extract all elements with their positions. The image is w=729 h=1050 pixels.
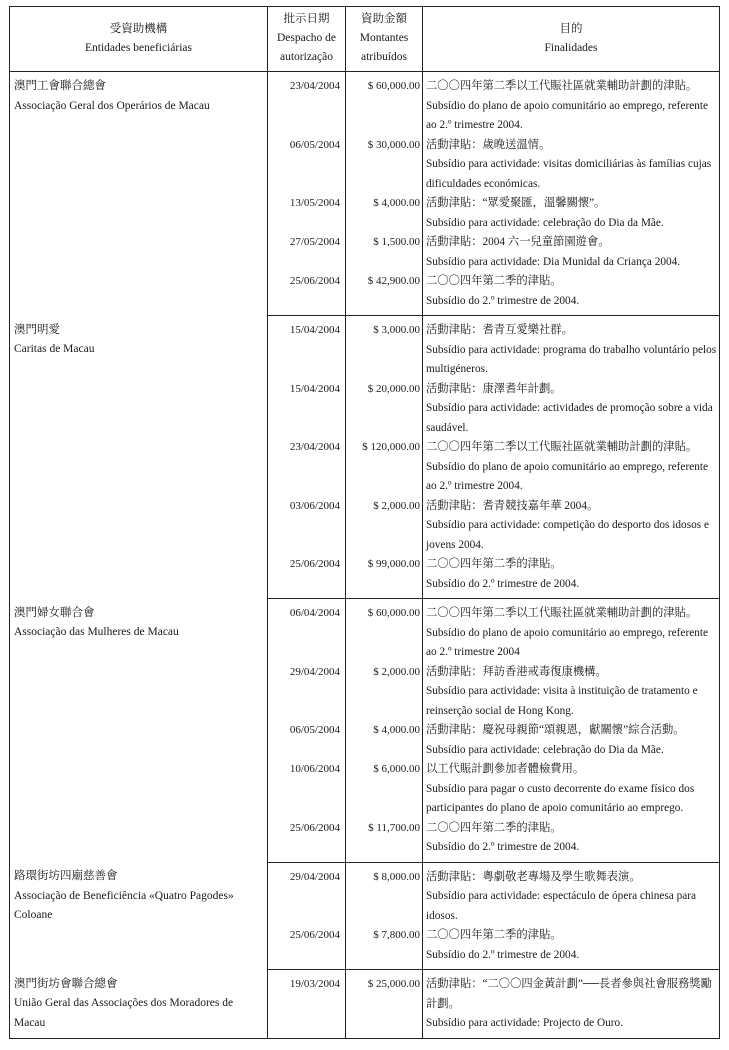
entity-group (10, 970, 720, 1039)
amount-cell: $ 99,000.00 (346, 555, 423, 599)
header-date-zh: 批示日期 (283, 13, 330, 25)
date-cell: 25/06/2004 (268, 926, 346, 970)
amount-cell: $ 60,000.00 (346, 599, 423, 663)
date-cell: 27/05/2004 (268, 233, 346, 272)
header-amount-pt2: atribuídos (361, 51, 407, 63)
amount-cell: $ 2,000.00 (346, 663, 423, 722)
purpose-pt: Subsídio para actividade: visitas domiciliárias às famílias cujas dificuldades económicas. (426, 158, 712, 190)
table-row (10, 599, 720, 663)
subsidy-document (9, 6, 719, 1039)
entity-name-pt: Associação das Mulheres de Macau (14, 626, 179, 638)
date-cell: 15/04/2004 (268, 380, 346, 439)
amount-cell: $ 3,000.00 (346, 316, 423, 380)
date-cell: 06/05/2004 (268, 136, 346, 195)
amount-cell: $ 42,900.00 (346, 272, 423, 316)
header-purpose (423, 7, 720, 72)
header-date-pt1: Despacho de (276, 32, 337, 44)
entity-name-zh: 澳門工會聯合總會 (14, 80, 106, 92)
header-amount (346, 7, 423, 72)
purpose-zh: 二〇〇四年第二季以工代賑社區就業輔助計劃的津貼。 (426, 607, 698, 619)
purpose-cell (423, 380, 720, 439)
purpose-pt: Subsídio para actividade: celebração do Dia da Mãe. (426, 216, 664, 229)
header-entities (10, 7, 268, 72)
purpose-zh: 活動津貼：歲晚送溫情。 (426, 138, 551, 151)
purpose-pt: Subsídio para actividade: visita à instituição de tratamento e reinserção social de Hong Kong. (426, 685, 698, 717)
amount-cell: $ 4,000.00 (346, 721, 423, 760)
amount-cell: $ 120,000.00 (346, 438, 423, 497)
header-entities-pt: Entidades beneficiárias (85, 41, 192, 54)
date-cell: 06/05/2004 (268, 721, 346, 760)
table-row (10, 862, 720, 926)
purpose-pt: Subsídio para actividade: competição do desporto dos idosos e jovens 2004. (426, 519, 709, 551)
purpose-cell (423, 555, 720, 599)
date-cell: 29/04/2004 (268, 663, 346, 722)
entity-name-pt: Caritas de Macau (14, 343, 95, 355)
header-entities-zh: 受資助機構 (109, 22, 168, 35)
purpose-cell (423, 194, 720, 233)
purpose-cell (423, 316, 720, 380)
date-cell: 10/06/2004 (268, 760, 346, 819)
date-cell: 23/04/2004 (268, 72, 346, 136)
amount-cell: $ 1,500.00 (346, 233, 423, 272)
purpose-zh: 活動津貼：粵劇敬老專場及學生歌舞表演。 (426, 870, 641, 883)
subsidy-table (9, 6, 720, 1039)
date-cell: 15/04/2004 (268, 316, 346, 380)
purpose-cell (423, 721, 720, 760)
amount-cell: $ 11,700.00 (346, 819, 423, 863)
date-cell: 25/06/2004 (268, 819, 346, 863)
entity-name-cell (10, 599, 268, 863)
purpose-cell (423, 136, 720, 195)
entity-name-zh: 澳門婦女聯合會 (14, 606, 95, 619)
entity-group (10, 599, 720, 863)
amount-cell: $ 2,000.00 (346, 497, 423, 556)
purpose-zh: 二〇〇四年第二季以工代賑社區就業輔助計劃的津貼。 (426, 80, 698, 92)
purpose-zh: 活動津貼：耆青競技嘉年華 2004。 (426, 499, 599, 512)
header-purpose-zh: 目的 (559, 22, 583, 35)
purpose-cell (423, 663, 720, 722)
entity-name-zh: 路環街坊四廟慈善會 (14, 870, 118, 882)
purpose-zh: 活動津貼：“眾愛聚匯，溫馨關懷”。 (426, 197, 606, 209)
date-cell: 19/03/2004 (268, 970, 346, 1039)
amount-cell: $ 7,800.00 (346, 926, 423, 970)
date-cell: 13/05/2004 (268, 194, 346, 233)
purpose-zh: 二〇〇四年第二季的津貼。 (426, 275, 562, 287)
purpose-pt: Subsídio para actividade: programa do trabalho voluntário pelos multigéneros. (426, 343, 717, 375)
purpose-pt: Subsídio para actividade: espectáculo de ópera chinesa para idosos. (426, 890, 697, 922)
table-header-row (10, 7, 720, 72)
purpose-zh: 二〇〇四年第二季的津貼。 (426, 821, 562, 834)
purpose-cell (423, 72, 720, 136)
entity-name-cell (10, 862, 268, 970)
date-cell: 03/06/2004 (268, 497, 346, 556)
entity-name-cell (10, 316, 268, 599)
purpose-zh: 活動津貼：康澤耆年計劃。 (426, 382, 562, 395)
purpose-cell (423, 862, 720, 926)
purpose-cell (423, 497, 720, 556)
entity-group (10, 862, 720, 970)
entity-name-cell (10, 970, 268, 1039)
date-cell: 29/04/2004 (268, 862, 346, 926)
entity-name-zh: 澳門街坊會聯合總會 (14, 977, 118, 990)
amount-cell: $ 20,000.00 (346, 380, 423, 439)
entity-name-pt: Associação Geral dos Operários de Macau (14, 99, 210, 112)
purpose-zh: 活動津貼：“二〇〇四金黃計劃”──長者參與社會服務獎勵計劃。 (426, 978, 712, 1010)
table-row (10, 316, 720, 380)
date-cell: 06/04/2004 (268, 599, 346, 663)
purpose-zh: 活動津貼：2004 六一兒童節園遊會。 (426, 236, 610, 248)
purpose-zh: 二〇〇四年第二季的津貼。 (426, 929, 562, 941)
purpose-zh: 二〇〇四年第二季的津貼。 (426, 558, 562, 570)
purpose-pt: Subsídio do 2.º trimestre de 2004. (426, 577, 580, 590)
amount-cell: $ 60,000.00 (346, 72, 423, 136)
purpose-cell (423, 233, 720, 272)
amount-cell: $ 25,000.00 (346, 970, 423, 1039)
purpose-cell (423, 819, 720, 863)
purpose-pt: Subsídio do plano de apoio comunitário ao emprego, referente ao 2.º trimestre 2004 (426, 626, 709, 658)
entity-name-pt: União Geral das Associações dos Moradores de Macau (14, 997, 234, 1029)
amount-cell: $ 6,000.00 (346, 760, 423, 819)
entity-group (10, 72, 720, 316)
purpose-zh: 活動津貼：慶祝母親節“頌親恩，獻關懷”綜合活動。 (426, 724, 685, 736)
purpose-pt: Subsídio do plano de apoio comunitário ao emprego, referente ao 2.º trimestre 2004. (426, 99, 709, 131)
purpose-cell (423, 272, 720, 316)
table-row (10, 72, 720, 136)
entity-name-zh: 澳門明愛 (14, 323, 60, 336)
entity-group (10, 316, 720, 599)
date-cell: 23/04/2004 (268, 438, 346, 497)
purpose-pt: Subsídio do 2.º trimestre de 2004. (426, 948, 580, 961)
purpose-zh: 活動津貼：耆青互愛樂社群。 (426, 324, 573, 336)
entity-name-pt: Associação de Beneficiência «Quatro Pagodes» Coloane (14, 889, 234, 921)
header-date (268, 7, 346, 72)
purpose-pt: Subsídio para actividade: Dia Munidal da Criança 2004. (426, 255, 681, 268)
date-cell: 25/06/2004 (268, 555, 346, 599)
table-row (10, 970, 720, 1039)
purpose-cell (423, 760, 720, 819)
purpose-pt: Subsídio do 2.º trimestre de 2004. (426, 841, 580, 853)
purpose-cell (423, 926, 720, 970)
purpose-zh: 二〇〇四年第二季以工代賑社區就業輔助計劃的津貼。 (426, 441, 698, 453)
date-cell: 25/06/2004 (268, 272, 346, 316)
purpose-pt: Subsídio para actividade: celebração do Dia da Mãe. (426, 743, 664, 756)
purpose-pt: Subsídio para actividade: actividades de promoção sobre a vida saudável. (426, 402, 713, 434)
purpose-cell (423, 438, 720, 497)
purpose-zh: 活動津貼：拜訪香港戒毒復康機構。 (426, 665, 607, 678)
purpose-zh: 以工代賑計劃參加者體檢費用。 (426, 763, 585, 775)
entity-name-cell (10, 72, 268, 316)
purpose-pt: Subsídio do plano de apoio comunitário ao emprego, referente ao 2.º trimestre 2004. (426, 460, 709, 492)
purpose-cell (423, 970, 720, 1039)
header-amount-zh: 資助金額 (361, 13, 407, 25)
header-date-pt2: autorização (280, 51, 333, 63)
purpose-pt: Subsídio para pagar o custo decorrente do exame físico dos participantes do plano de apoio comunitário ao emprego. (426, 782, 695, 814)
amount-cell: $ 30,000.00 (346, 136, 423, 195)
purpose-cell (423, 599, 720, 663)
purpose-pt: Subsídio para actividade: Projecto de Ouro. (426, 1017, 624, 1029)
header-amount-pt1: Montantes (359, 32, 409, 44)
amount-cell: $ 8,000.00 (346, 862, 423, 926)
header-purpose-pt: Finalidades (544, 41, 598, 54)
purpose-pt: Subsídio do 2.º trimestre de 2004. (426, 294, 580, 307)
amount-cell: $ 4,000.00 (346, 194, 423, 233)
